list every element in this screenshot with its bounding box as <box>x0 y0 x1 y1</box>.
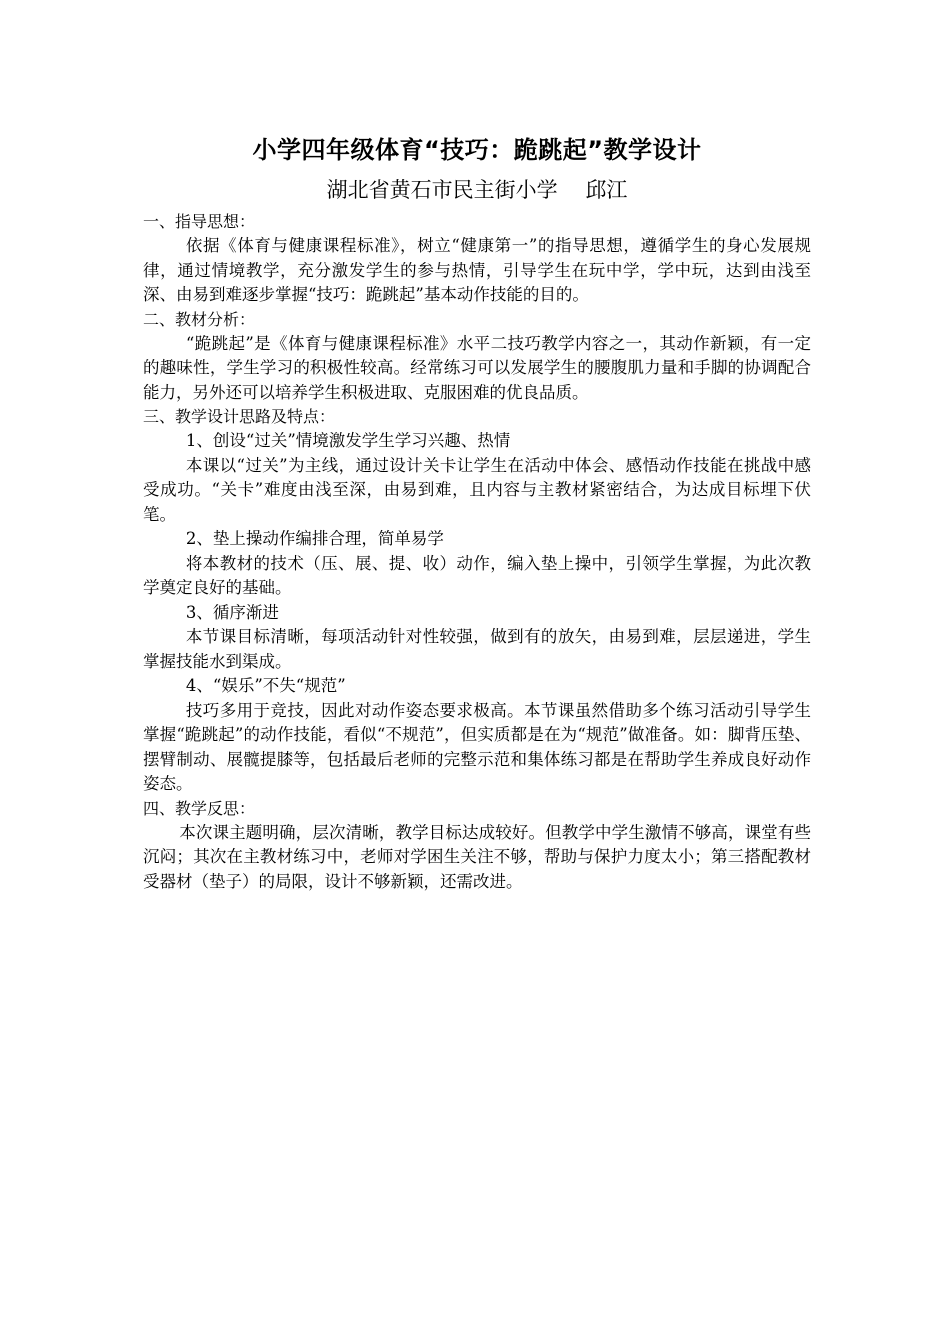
design-point-title: 3、循序渐进 <box>185 602 279 622</box>
design-point-title: 2、垫上操动作编排合理，简单易学 <box>185 529 444 548</box>
section-heading-guiding-thought: 一、指导思想： <box>143 212 256 231</box>
design-point-body: 技巧多用于竞技，因此对动作姿态要求极高。本节课虽然借助多个练习活动引导学生掌握“跪跳起”的动作技能，看似“不规范”，但实质都是在为“规范”做准备。如：脚背压垫、摆臂制动、展髋提膝等，包括最后老师的完整示范和集体练习都是在帮助学生养成良好动作姿态。 <box>143 700 811 793</box>
design-point-title: 1、创设“过关”情境激发学生学习兴趣、热情 <box>185 431 511 450</box>
section-paragraph-guiding-thought: 依据《体育与健康课程标准》，树立“健康第一”的指导思想，遵循学生的身心发展规律，通过情境教学，充分激发学生的参与热情，引导学生在玩中学，学中玩，达到由浅至深、由易到难逐步掌握“技巧：跪跳起”基本动作技能的目的。 <box>143 236 811 304</box>
section-paragraph-reflection: 本次课主题明确，层次清晰，教学目标达成较好。但教学中学生激情不够高，课堂有些沉闷；其次在主教材练习中，老师对学困生关注不够，帮助与保护力度太小；第三搭配教材受器材（垫子）的局限，设计不够新颖，还需改进。 <box>143 822 811 891</box>
design-point-body: 本节课目标清晰，每项活动针对性较强，做到有的放矢，由易到难，层层递进，学生掌握技能水到渠成。 <box>143 627 811 671</box>
document-title: 小学四年级体育“技巧：跪跳起”教学设计 <box>252 136 702 164</box>
design-point-title: 4、“娱乐”不失“规范” <box>185 676 346 695</box>
design-point-body: 将本教材的技术（压、展、提、收）动作，编入垫上操中，引领学生掌握，为此次教学奠定良好的基础。 <box>143 553 811 597</box>
section-heading-design-ideas: 三、教学设计思路及特点： <box>143 407 336 426</box>
section-heading-reflection: 四、教学反思： <box>143 798 256 818</box>
document-author: 湖北省黄石市民主街小学 邱江 <box>326 178 628 202</box>
design-point-body: 本课以“过关”为主线，通过设计关卡让学生在活动中体会、感悟动作技能在挑战中感受成功。“关卡”难度由浅至深，由易到难，且内容与主教材紧密结合，为达成目标埋下伏笔。 <box>143 455 811 524</box>
document-page <box>143 128 811 894</box>
section-paragraph-material-analysis: “跪跳起”是《体育与健康课程标准》水平二技巧教学内容之一，其动作新颖，有一定的趣味性，学生学习的积极性较高。经常练习可以发展学生的腰腹肌力量和手脚的协调配合能力，另外还可以培养学生积极进取、克服困难的优良品质。 <box>143 333 811 402</box>
section-heading-material-analysis: 二、教材分析： <box>143 309 256 329</box>
